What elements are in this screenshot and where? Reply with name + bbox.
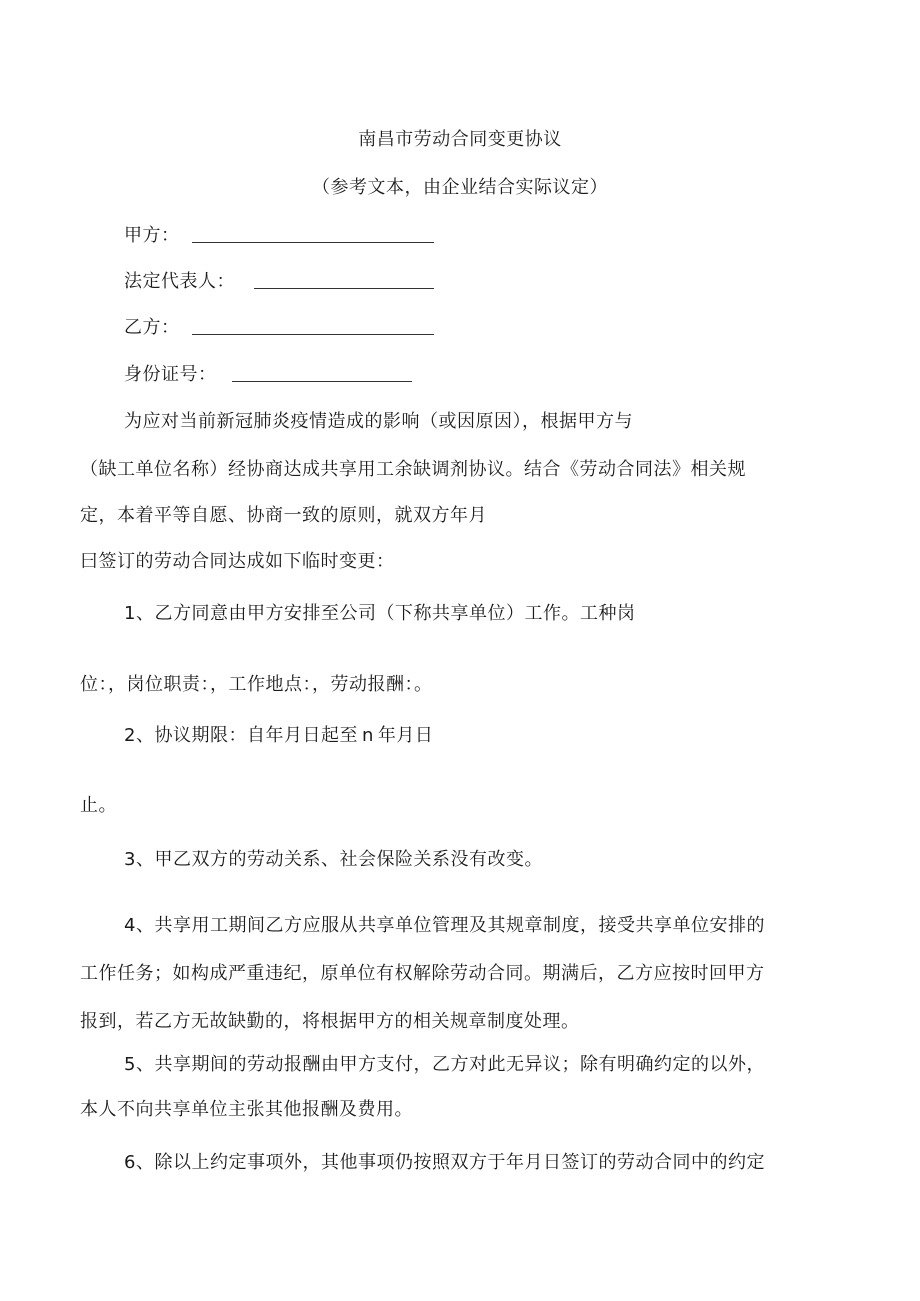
intro-line-4: 曰签订的劳动合同达成如下临时变更： xyxy=(80,551,395,572)
clause-1-text: 、乙方同意由甲方安排至公司（下称共享单位）工作。工种岗 xyxy=(135,603,636,624)
clause-6-text: 、除以上约定事项外，其他事项仍按照双方于年月日签订的劳动合同中的约定 xyxy=(135,1152,765,1173)
id-number-row xyxy=(124,363,217,387)
intro-line-3: 定，本着平等自愿、协商一致的原则，就双方年月 xyxy=(80,505,487,526)
clause-4-line-2: 工作任务；如构成严重违纪，原单位有权解除劳动合同。期满后，乙方应按时回甲方 xyxy=(80,963,765,984)
clause-4-line-3: 报到，若乙方无故缺勤的，将根据甲方的相关规章制度处理。 xyxy=(80,1011,580,1032)
clause-1-line-1 xyxy=(124,602,635,626)
legal-rep-blank[interactable] xyxy=(254,272,434,289)
intro-line-2: （缺工单位名称）经协商达成共享用工余缺调剂协议。结合《劳动合同法》相关规 xyxy=(80,459,746,480)
clause-5-line-1 xyxy=(124,1053,765,1077)
clause-4-number: 4 xyxy=(124,915,136,936)
clause-2-text-b: 年月日 xyxy=(377,725,434,746)
clause-3-text: 、甲乙双方的劳动关系、社会保险关系没有改变。 xyxy=(135,849,543,870)
id-number-label: 身份证号： xyxy=(124,364,217,385)
clause-2-line-2: 止。 xyxy=(80,795,117,816)
clause-2-text-a: 、协议期限：自年月日起至 xyxy=(135,725,358,746)
clause-6-line-1 xyxy=(124,1151,765,1175)
document-title: 南昌市劳动合同变更协议 xyxy=(358,129,562,150)
clause-2-line-1 xyxy=(124,724,433,748)
clause-2-n: n xyxy=(361,725,374,746)
party-b-blank[interactable] xyxy=(192,318,434,335)
clause-4-line-1 xyxy=(124,914,765,938)
clause-5-number: 5 xyxy=(124,1054,136,1075)
legal-rep-row xyxy=(124,270,235,294)
document-subtitle: （参考文本，由企业结合实际议定） xyxy=(312,177,608,198)
clause-3-line-1 xyxy=(124,848,543,872)
party-a-row xyxy=(124,224,180,248)
party-a-label: 甲方： xyxy=(124,225,180,246)
intro-line-1: 为应对当前新冠肺炎疫情造成的影响（或因原因），根据甲方与 xyxy=(124,411,633,432)
clause-5-text: 、共享期间的劳动报酬由甲方支付，乙方对此无异议；除有明确约定的以外， xyxy=(135,1054,765,1075)
clause-1-line-2: 位：，岗位职责：，工作地点：，劳动报酬：。 xyxy=(80,674,433,695)
clause-2-number: 2 xyxy=(124,725,136,746)
clause-6-number: 6 xyxy=(124,1152,136,1173)
clause-3-number: 3 xyxy=(124,849,136,870)
id-number-blank[interactable] xyxy=(232,365,412,382)
party-b-row xyxy=(124,316,180,340)
party-b-label: 乙方： xyxy=(124,317,180,338)
legal-rep-label: 法定代表人： xyxy=(124,271,235,292)
party-a-blank[interactable] xyxy=(192,226,434,243)
clause-1-number: 1 xyxy=(124,603,136,624)
clause-4-text: 、共享用工期间乙方应服从共享单位管理及其规章制度，接受共享单位安排的 xyxy=(135,915,765,936)
clause-5-line-2: 本人不向共享单位主张其他报酬及费用。 xyxy=(80,1099,413,1120)
